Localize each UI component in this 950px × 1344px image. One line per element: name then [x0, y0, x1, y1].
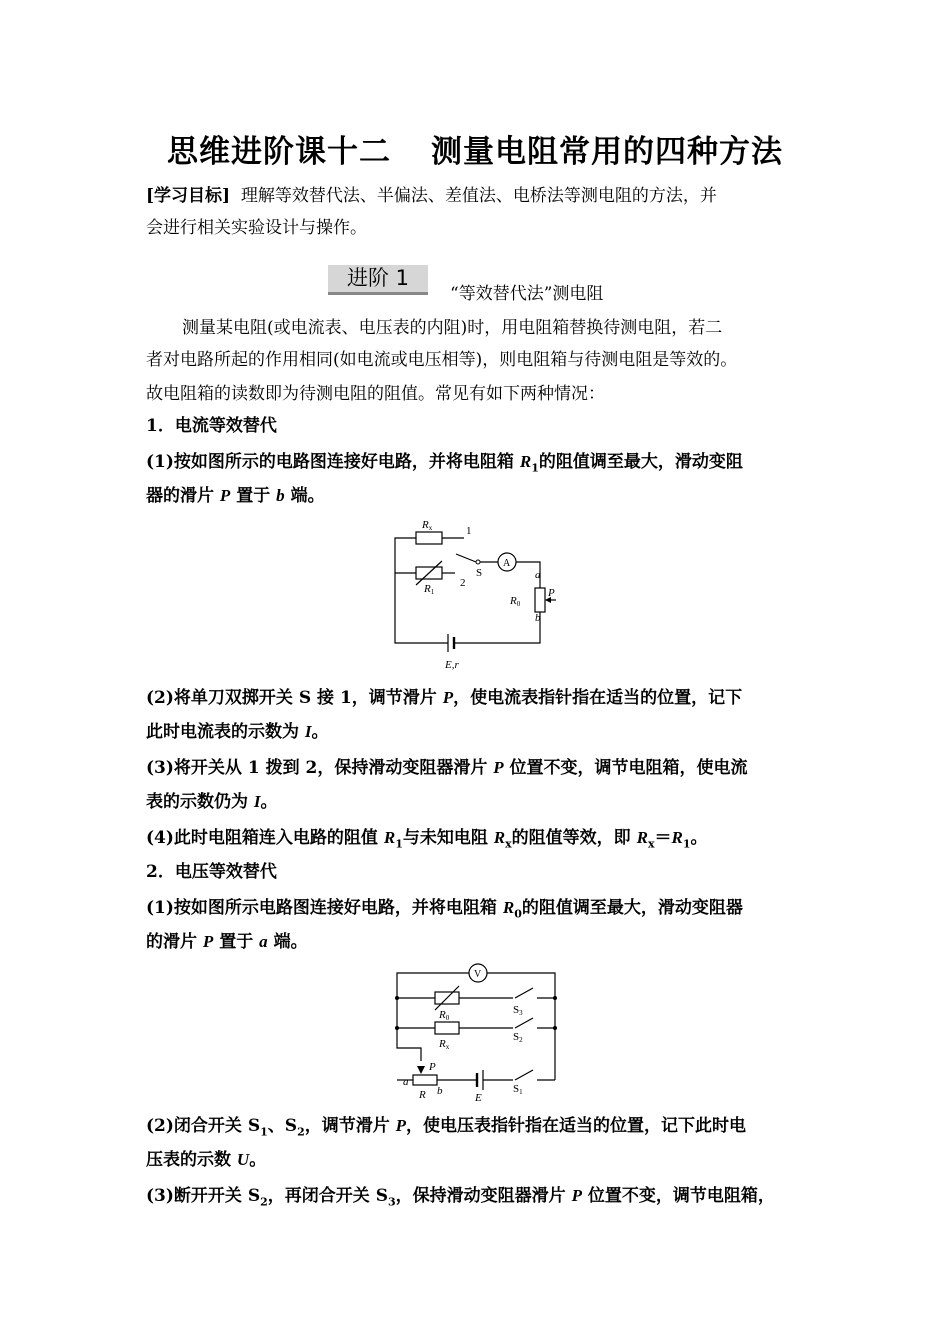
- section-title: “等效替代法”测电阻: [450, 284, 604, 304]
- voltage-step1-line2: 的滑片 P 置于 a 端。: [146, 932, 308, 952]
- section-badge: 进阶 1: [328, 265, 428, 295]
- fig1-p-label: P: [548, 587, 555, 599]
- fig1-a-label: a: [535, 569, 541, 581]
- intro-line-1: 测量某电阻(或电流表、电压表的内阻)时，用电阻箱替换待测电阻，若二: [182, 318, 723, 338]
- fig2-s2-label: S2: [513, 1031, 523, 1044]
- learning-goal-line-2: 会进行相关实验设计与操作。: [146, 218, 367, 238]
- fig2-a-label: a: [403, 1076, 409, 1088]
- fig1-switch-label: S: [476, 567, 483, 579]
- fig2-voltmeter: V: [474, 969, 482, 980]
- fig2-s3-label: S3: [513, 1004, 523, 1017]
- learning-goal-line-1: [学习目标] 理解等效替代法、半偏法、差值法、电桥法等测电阻的方法，并: [146, 186, 717, 206]
- fig2-p-label: P: [429, 1061, 436, 1073]
- fig1-terminal-2: 2: [460, 577, 466, 589]
- page-title: 思维进阶课十二 测量电阻常用的四种方法: [167, 134, 783, 170]
- voltage-step2-line1: (2)闭合开关 $S_1$、$S_2$，调节滑片 P，使电压表指针指在适当的位置，记下此时电: [146, 1116, 747, 1139]
- voltage-step2-line2: 压表的示数 U。: [146, 1150, 267, 1170]
- heading-voltage-substitution: 2．电压等效替代: [146, 862, 277, 882]
- fig1-r1-label: R1: [424, 583, 435, 596]
- fig1-b-label: b: [535, 612, 541, 624]
- voltage-step1-line1: (1)按如图所示电路图连接好电路，并将电阻箱 $R_0$的阻值调至最大，滑动变阻器: [146, 898, 743, 921]
- intro-line-3: 故电阻箱的读数即为待测电阻的阻值。常见有如下两种情况：: [146, 384, 605, 404]
- current-substitution-circuit: [380, 510, 570, 680]
- current-step2-line2: 此时电流表的示数为 I。: [146, 722, 329, 742]
- current-step1-line1: (1)按如图所示的电路图连接好电路，并将电阻箱 $R_1$的阻值调至最大，滑动变阻: [146, 452, 743, 475]
- learning-goal-label: [学习目标]: [146, 186, 231, 206]
- current-step1-line2: 器的滑片 P 置于 b 端。: [146, 486, 325, 506]
- current-step3-line1: (3)将开关从 1 拨到 2，保持滑动变阻器滑片 P 位置不变，调节电阻箱，使电流: [146, 758, 748, 778]
- current-step4: (4)此时电阻箱连入电路的阻值 $R_1$与未知电阻 $R_x$的阻值等效，即 $R_x=R_1$。: [146, 828, 708, 851]
- current-step3-line2: 表的示数仍为 I。: [146, 792, 278, 812]
- fig1-r0-label: R0: [510, 595, 521, 608]
- fig2-e-label: E: [475, 1092, 482, 1104]
- fig2-r-label: R: [419, 1089, 426, 1101]
- fig2-r0-label: R0: [439, 1009, 450, 1022]
- current-step2-line1: (2)将单刀双掷开关 S 接 1，调节滑片 P，使电流表指针指在适当的位置，记下: [146, 688, 743, 708]
- fig1-rx-label: Rx: [422, 519, 433, 532]
- fig2-s1-label: S1: [513, 1083, 523, 1096]
- fig2-rx-label: Rx: [439, 1038, 450, 1051]
- voltage-step3-line1: (3)断开开关 $S_2$，再闭合开关 $S_3$，保持滑动变阻器滑片 P 位置不变，调节电阻箱，: [146, 1186, 775, 1209]
- intro-line-2: 者对电路所起的作用相同(如电流或电压相等)，则电阻箱与待测电阻是等效的。: [146, 350, 738, 370]
- fig1-terminal-1: 1: [466, 525, 472, 537]
- fig1-er-label: E,r: [445, 659, 459, 671]
- voltage-substitution-circuit: [385, 958, 565, 1106]
- heading-current-substitution: 1．电流等效替代: [146, 416, 277, 436]
- fig2-b-label: b: [437, 1085, 443, 1097]
- fig1-ammeter: A: [503, 558, 511, 569]
